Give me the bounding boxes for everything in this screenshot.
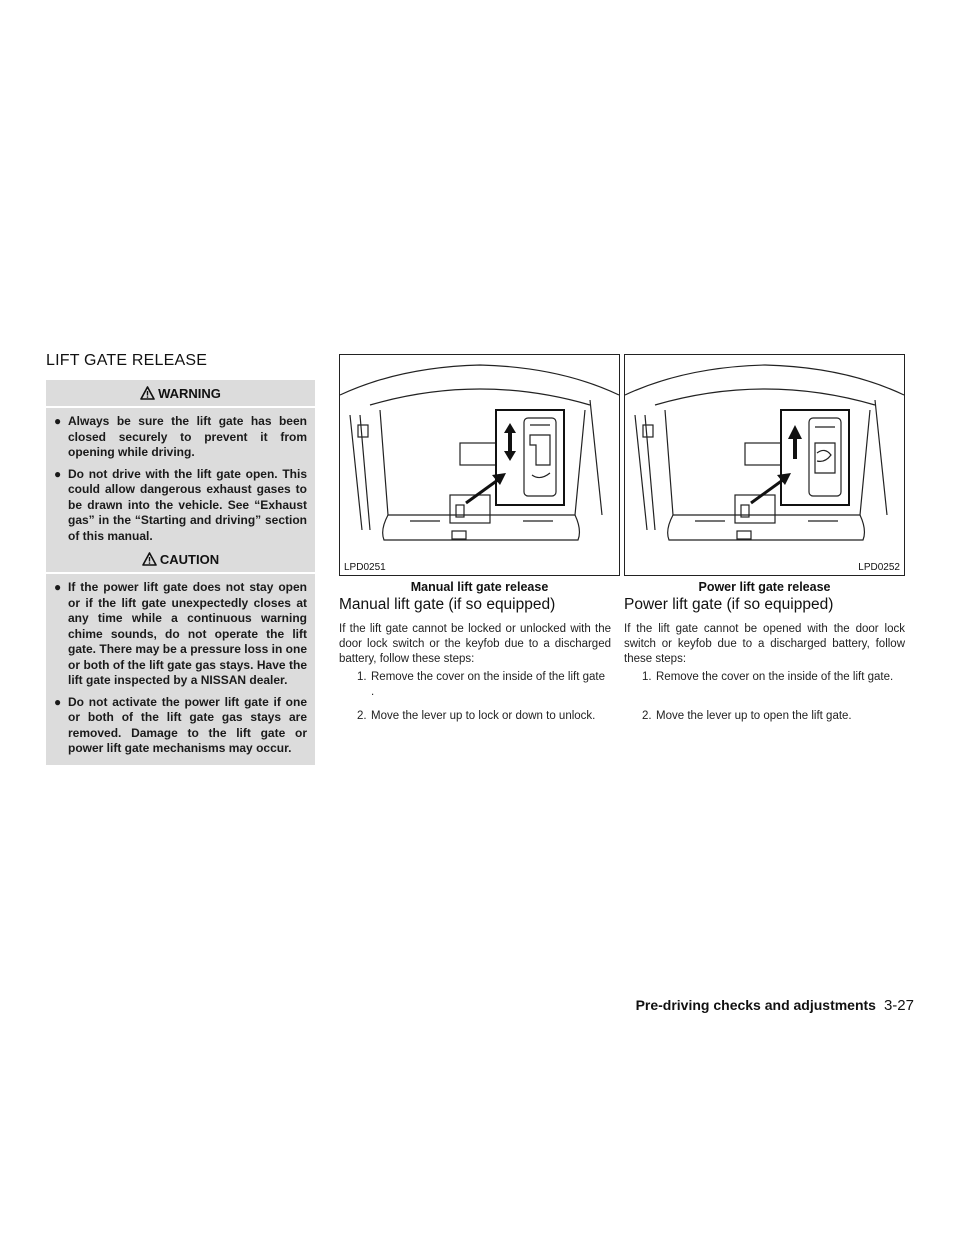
step-text: Remove the cover on the inside of the lift gate . — [371, 671, 605, 698]
figure-caption: Manual lift gate release — [410, 580, 549, 594]
warning-header — [46, 380, 315, 408]
step-number: 2. — [357, 710, 367, 722]
manual-step — [357, 709, 611, 724]
caution-icon — [142, 552, 157, 566]
bullet-symbol: ● — [54, 580, 62, 594]
warning-item — [54, 414, 307, 461]
power-step — [642, 709, 905, 724]
power-step — [642, 670, 905, 685]
figure-power-lift-gate — [624, 354, 905, 576]
warning-item-text: Do not drive with the lift gate open. This could allow dangerous exhaust gases to be drawn into the vehicle. See “Exhaust gas” in the “Starting and driving” section of this manual. — [68, 466, 307, 543]
manual-lift-gate-illustration — [340, 355, 619, 575]
power-section-title: Power lift gate (if so equipped) — [624, 596, 834, 613]
caution-item — [54, 580, 307, 689]
warning-heading: WARNING — [158, 385, 221, 401]
step-text: Remove the cover on the inside of the lift gate. — [656, 671, 894, 683]
manual-step — [357, 670, 611, 700]
warning-item-text: Always be sure the lift gate has been closed securely to prevent it from opening while driving. — [68, 414, 307, 459]
step-text: Move the lever up to open the lift gate. — [656, 710, 852, 722]
bullet-symbol: ● — [54, 694, 62, 709]
page-number: 3-27 — [883, 997, 914, 1014]
warning-icon — [140, 386, 155, 400]
step-text: Move the lever up to lock or down to unlock. — [371, 710, 596, 722]
step-number: 1. — [357, 671, 367, 683]
figure-code: LPD0251 — [344, 562, 386, 573]
footer-section-title: Pre-driving checks and adjustments — [635, 997, 876, 1013]
manual-intro: If the lift gate cannot be locked or unlocked with the door lock switch or the keyfob due to a discharged battery, follow these steps: — [339, 623, 611, 665]
caution-item-text: If the power lift gate does not stay open or if the lift gate unexpectedly closes at any time while a continuous warning chime sounds, do not operate the lift gate. There may be a pressure loss in one or both of the lift gate gas stays. Have the lift gate inspected by a NISSAN dealer. — [68, 580, 307, 687]
caution-heading: CAUTION — [159, 551, 220, 567]
figure-code: LPD0252 — [858, 562, 900, 573]
page-footer — [636, 997, 914, 1014]
figure-manual-lift-gate — [339, 354, 620, 576]
caution-item-text: Do not activate the power lift gate if one or both of the lift gate gas stays are removed. Damage to the lift gate or power lift gate mechanisms may occur. — [68, 694, 307, 755]
caution-header — [46, 546, 315, 574]
bullet-symbol: ● — [54, 466, 62, 481]
caution-box — [46, 546, 315, 765]
power-lift-gate-illustration — [625, 355, 904, 575]
warning-box — [46, 380, 315, 552]
step-number: 2. — [642, 710, 652, 722]
power-intro: If the lift gate cannot be opened with the door lock switch or keyfob due to a discharged battery, follow these steps: — [624, 623, 905, 665]
bullet-symbol: ● — [54, 414, 62, 428]
step-number: 1. — [642, 671, 652, 683]
figure-caption: Power lift gate release — [698, 580, 831, 594]
warning-item — [54, 467, 307, 545]
caution-item — [54, 695, 307, 757]
section-title: LIFT GATE RELEASE — [46, 352, 208, 369]
manual-section-title: Manual lift gate (if so equipped) — [339, 596, 556, 613]
